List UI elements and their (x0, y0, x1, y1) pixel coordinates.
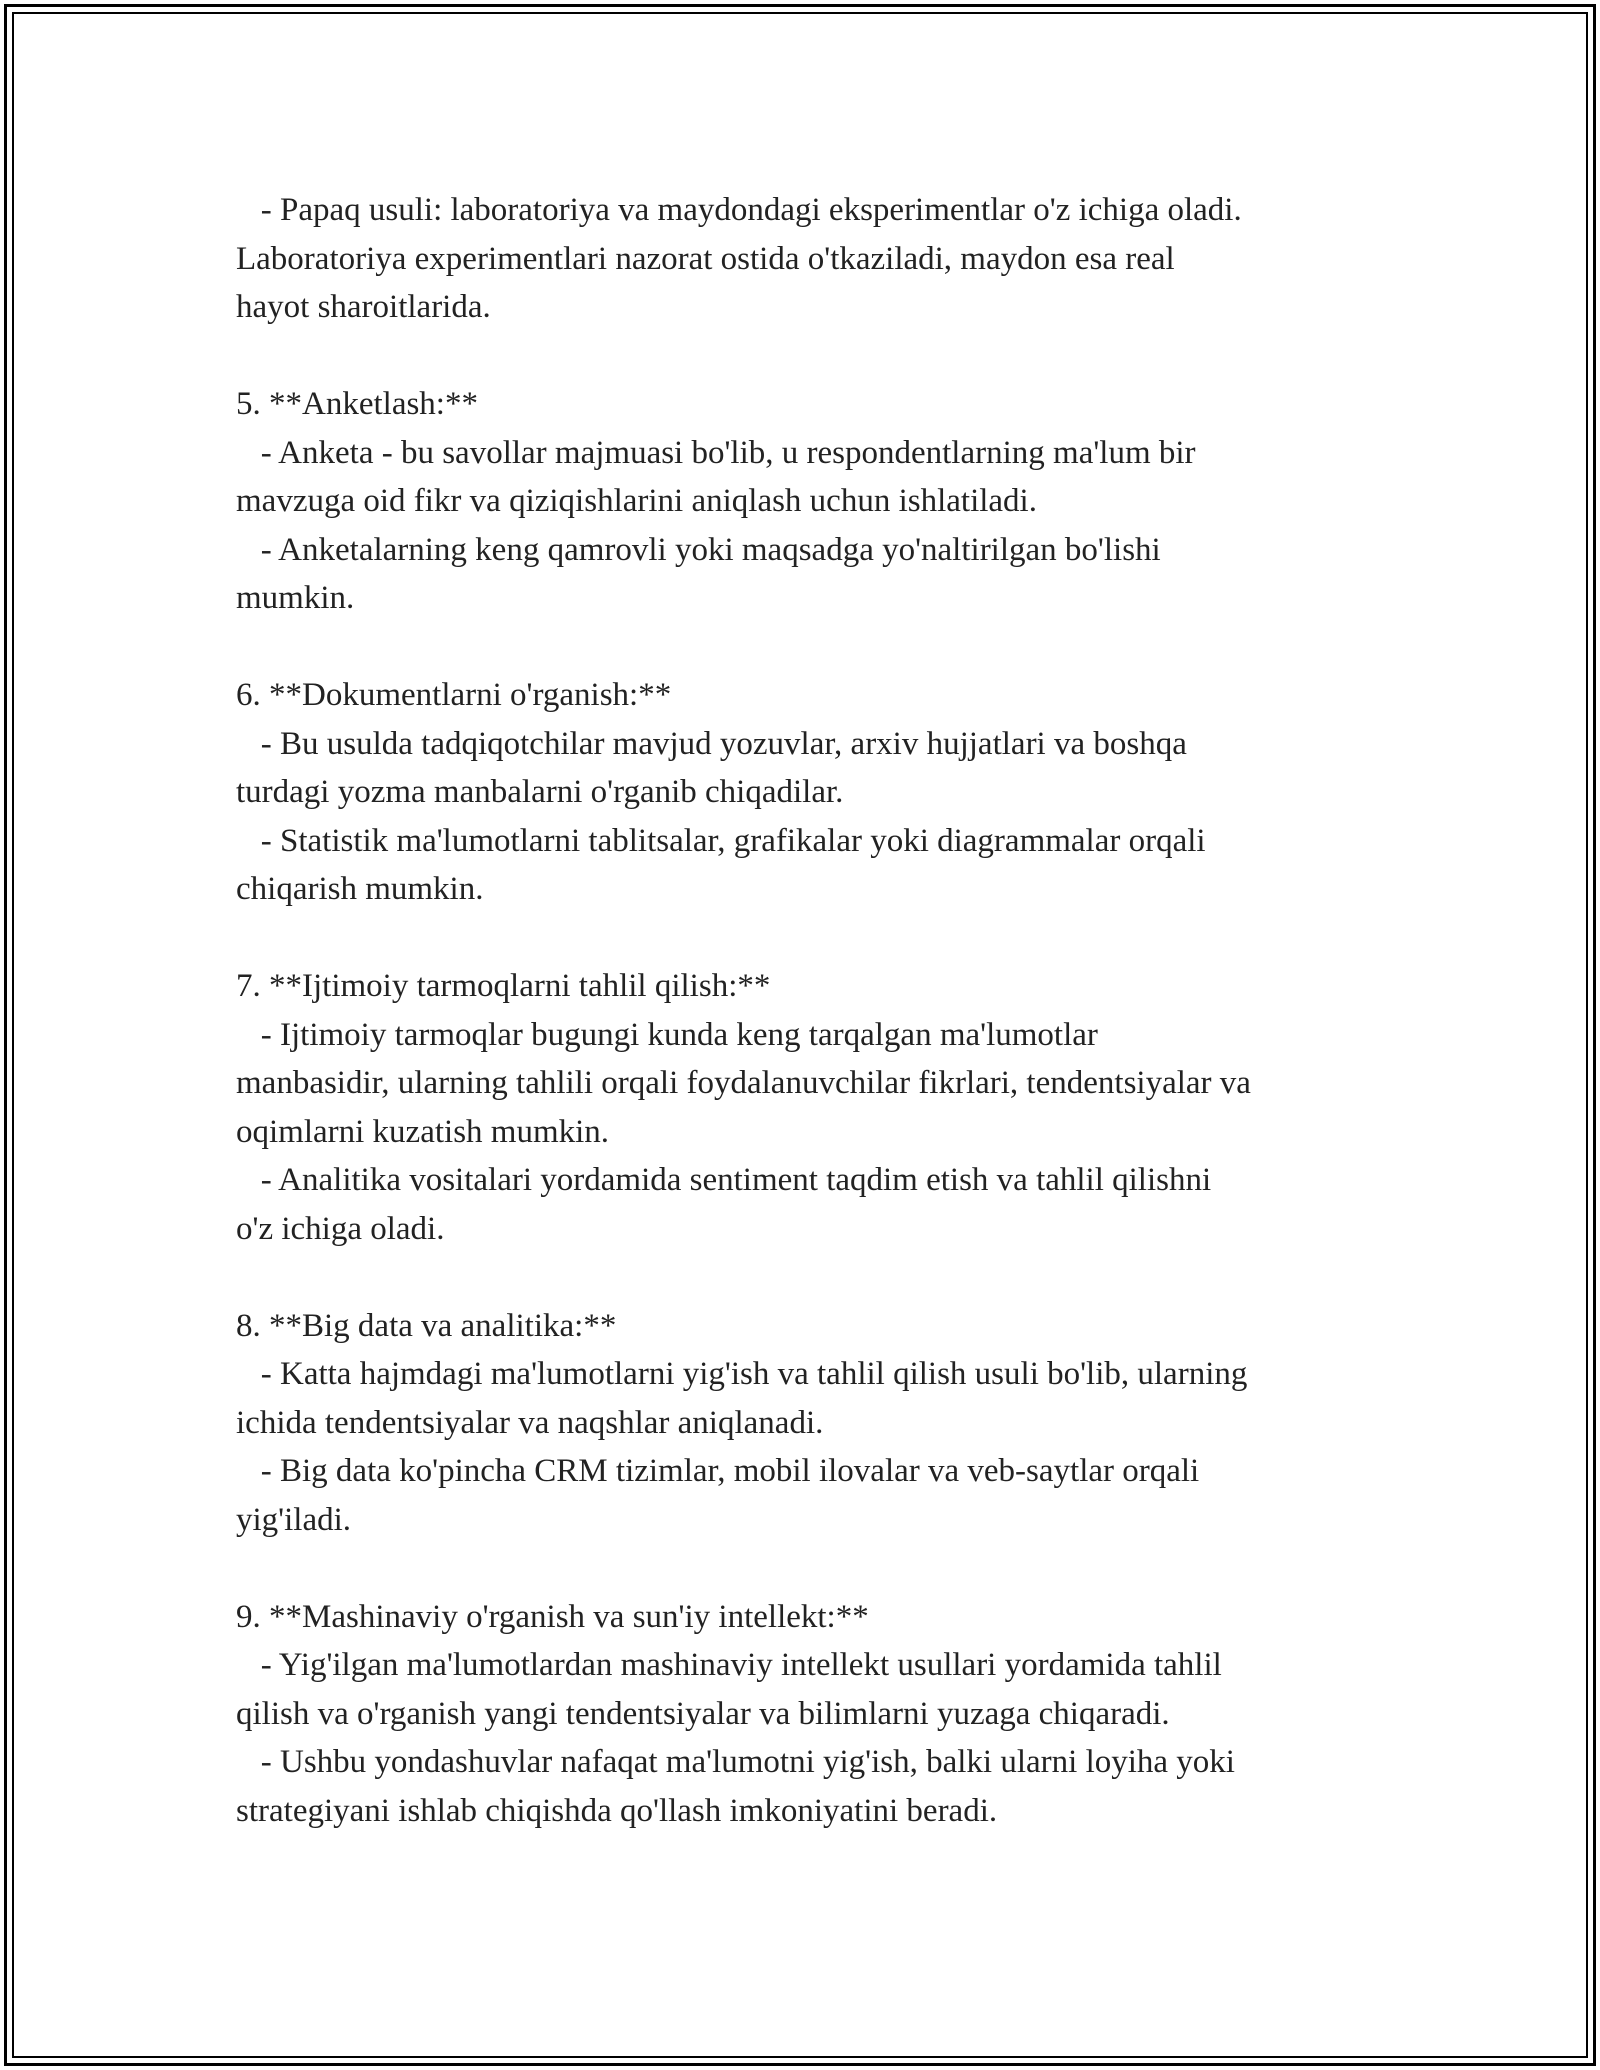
document-body (236, 186, 1376, 1835)
text-line: - Analitika vositalari yordamida sentiment taqdim etish va tahlil qilishni (236, 1162, 1212, 1198)
text-line: - Katta hajmdagi ma'lumotlarni yig'ish va tahlil qilish usuli bo'lib, ularning (236, 1356, 1248, 1392)
section-7-ijtimoiy-tarmoqlar (236, 962, 1376, 1253)
section-heading: 6. **Dokumentlarni o'rganish:** (236, 677, 672, 713)
text-line: - Bu usulda tadqiqotchilar mavjud yozuvlar, arxiv hujjatlari va boshqa (236, 725, 1187, 762)
text-line: - Ijtimoiy tarmoqlar bugungi kunda keng tarqalgan ma'lumotlar (236, 1016, 1098, 1053)
text-line: - Statistik ma'lumotlarni tablitsalar, grafikalar yoki diagrammalar orqali (236, 822, 1206, 859)
paragraph-spacer (236, 1253, 1376, 1302)
text-line: chiqarish mumkin. (236, 871, 484, 907)
paragraph-spacer (236, 332, 1376, 381)
text-line: qilish va o'rganish yangi tendentsiyalar va bilimlarni yuzaga chiqaradi. (236, 1695, 1170, 1732)
text-line: hayot sharoitlarida. (236, 289, 491, 325)
paragraph-spacer (236, 914, 1376, 963)
paragraph-papaq-usuli (236, 186, 1376, 332)
section-5-anketlash (236, 380, 1376, 623)
section-heading: 8. **Big data va analitika:** (236, 1307, 617, 1344)
paragraph-spacer (236, 623, 1376, 672)
text-line: mumkin. (236, 580, 355, 616)
text-line: - Anketalarning keng qamrovli yoki maqsadga yo'naltirilgan bo'lishi (236, 531, 1161, 568)
text-line: - Anketa - bu savollar majmuasi bo'lib, u respondentlarning ma'lum bir (236, 434, 1196, 471)
text-line: mavzuga oid fikr va qiziqishlarini aniqlash uchun ishlatiladi. (236, 483, 1037, 519)
section-6-dokumentlar (236, 671, 1376, 914)
text-line: - Ushbu yondashuvlar nafaqat ma'lumotni yig'ish, balki ularni loyiha yoki (236, 1744, 1235, 1780)
text-line: oqimlarni kuzatish mumkin. (236, 1113, 610, 1150)
text-line: ichida tendentsiyalar va naqshlar aniqlanadi. (236, 1404, 824, 1441)
section-8-big-data (236, 1302, 1376, 1545)
section-heading: 5. **Anketlash:** (236, 386, 478, 422)
text-line: - Yig'ilgan ma'lumotlardan mashinaviy intellekt usullari yordamida tahlil (236, 1647, 1222, 1683)
text-line: - Papaq usuli: laboratoriya va maydondagi eksperimentlar o'z ichiga oladi. (236, 192, 1242, 228)
section-heading: 9. **Mashinaviy o'rganish va sun'iy intellekt:** (236, 1598, 869, 1635)
section-9-mashinaviy-organish (236, 1593, 1376, 1836)
text-line: Laboratoriya experimentlari nazorat ostida o'tkaziladi, maydon esa real (236, 240, 1175, 277)
text-line: yig'iladi. (236, 1501, 352, 1538)
text-line: turdagi yozma manbalarni o'rganib chiqadilar. (236, 774, 844, 810)
section-heading: 7. **Ijtimoiy tarmoqlarni tahlil qilish:** (236, 968, 771, 1004)
text-line: manbasidir, ularning tahlili orqali foydalanuvchilar fikrlari, tendentsiyalar va (236, 1065, 1251, 1101)
text-line: o'z ichiga oladi. (236, 1210, 445, 1247)
text-line: - Big data ko'pincha CRM tizimlar, mobil ilovalar va veb-saytlar orqali (236, 1453, 1200, 1489)
text-line: strategiyani ishlab chiqishda qo'llash imkoniyatini beradi. (236, 1792, 998, 1829)
paragraph-spacer (236, 1544, 1376, 1593)
